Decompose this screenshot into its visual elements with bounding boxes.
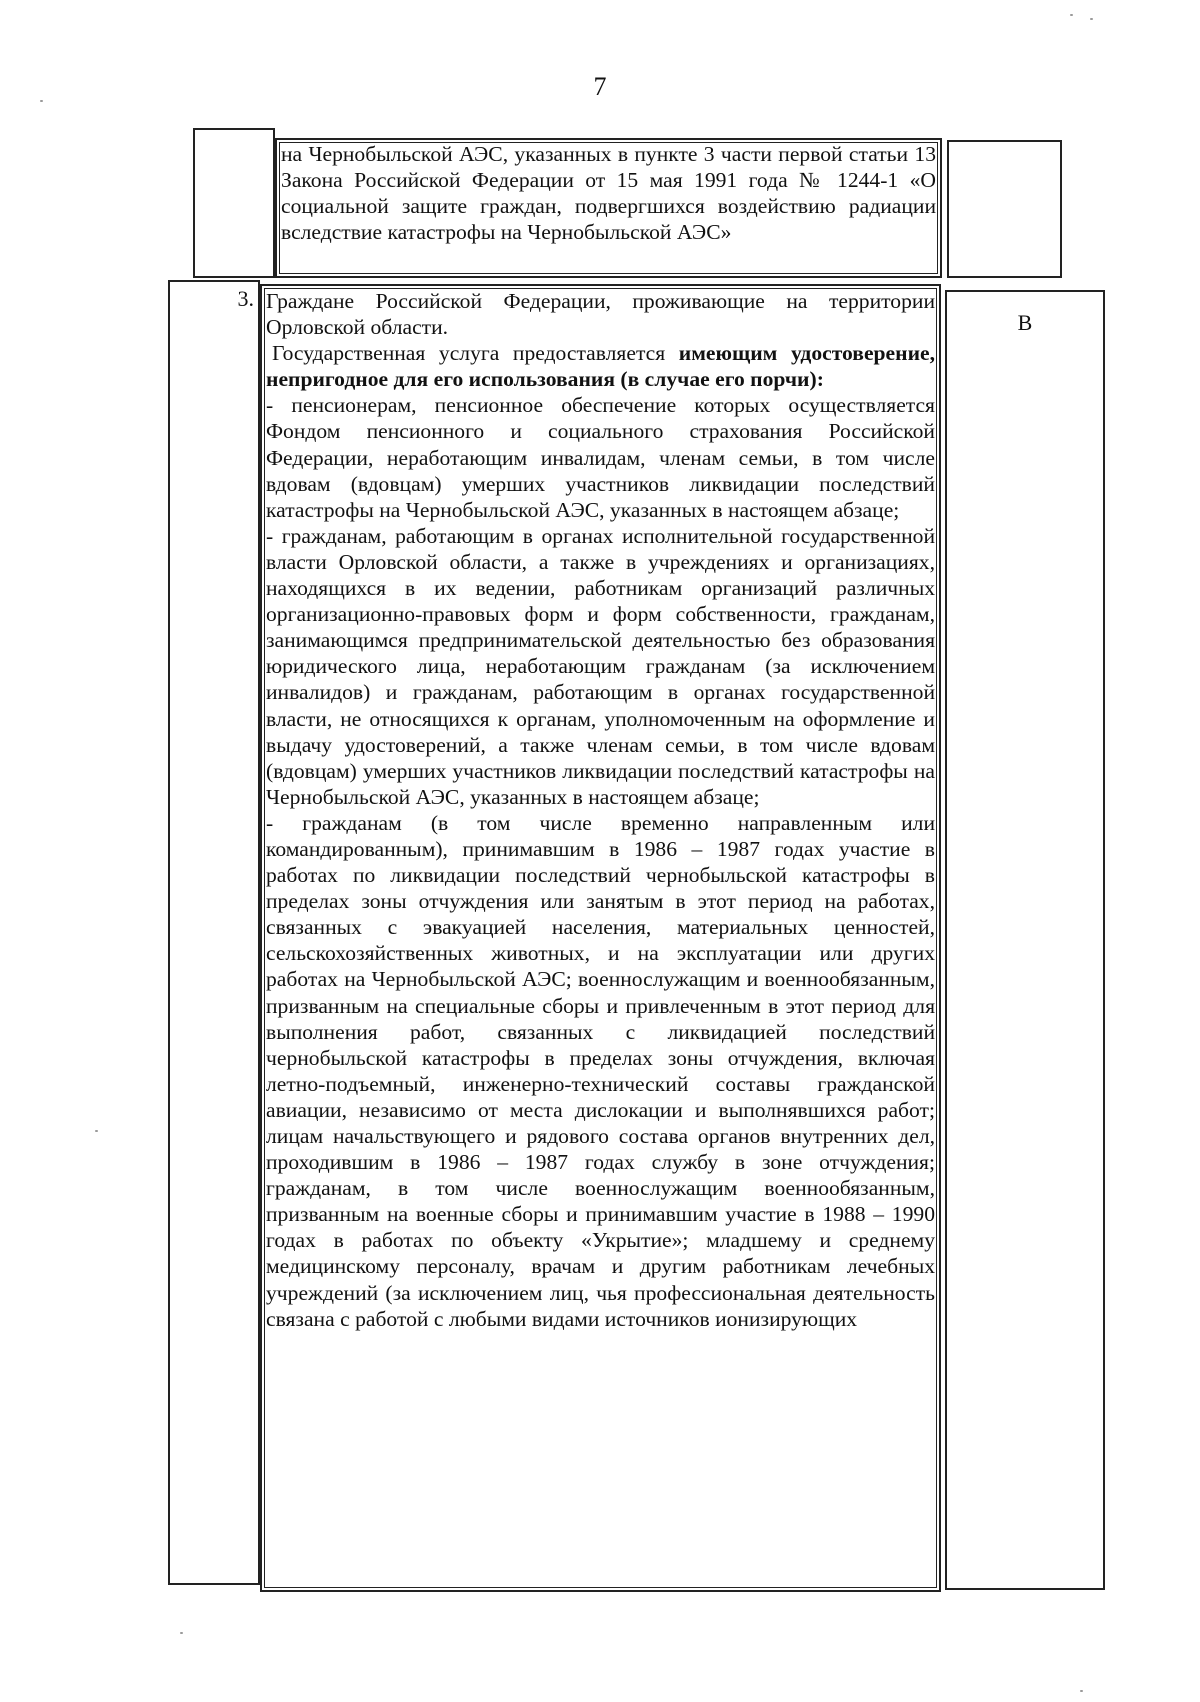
row-number: 3.	[237, 286, 254, 311]
clause-prefix: Государственная услуга предоставляется	[272, 341, 679, 366]
table-row-continuation-category-cell	[947, 140, 1062, 278]
paragraph: - гражданам (в том числе временно направленным или командированным), принимавшим в 1986 – 1987 годах участие в работах по ликвидации последствий чернобыльской катастрофы в пределах зоны отчуждения или занятым в этот период на работах, связанных с эвакуацией населения, материальных ценностей, сельскохозяйственных животных, и на эксплуатации или других работах на Чернобыльской АЭС; военнослужащим и военнообязанным, призванным на специальные сборы и привлеченным в этот период для выполнения работ, связанных с ликвидацией последствий чернобыльской катастрофы в пределах зоны отчуждения, включая летно-подъемный, инженерно-технический составы гражданской авиации, независимо от места дислокации и выполнявшихся работ; лицам начальствующего и рядового состава органов внутренних дел, проходившим в 1986 – 1987 годах службу в зоне отчуждения; гражданам, в том числе военнослужащим военнообязанным, призванным на военные сборы и принимавшим участие в 1988 – 1990 годах в работах по объекту «Укрытие»; младшему и среднему медицинскому персоналу, врачам и другим работникам лечебных учреждений (за исключением лиц, чья профессиональная деятельность связана с работой с любыми видами источников ионизирующих	[266, 810, 935, 1331]
page-number: 7	[593, 72, 607, 101]
clause-bold: имеющим удостоверение, непригодное для его использования (в случае его порчи):	[266, 341, 935, 392]
table-row-continuation-number-cell	[193, 128, 275, 278]
paragraph-bold-clause	[266, 340, 935, 392]
scan-speck	[1090, 18, 1093, 20]
table-row-3-text-cell	[260, 284, 941, 1592]
table-row-3-category-cell	[945, 290, 1105, 1590]
paragraph: - пенсионерам, пенсионное обеспечение которых осуществляется Фондом пенсионного и социального страхования Российской Федерации, неработающим инвалидам, членам семьи, в том числе вдовам (вдовцам) умерших участников ликвидации последствий катастрофы на Чернобыльской АЭС, указанных в настоящем абзаце;	[266, 393, 935, 522]
paragraph: Граждане Российской Федерации, проживающие на территории Орловской области.	[266, 289, 935, 340]
scan-speck	[1080, 1690, 1083, 1692]
paragraph: на Чернобыльской АЭС, указанных в пункте 3 части первой статьи 13 Закона Российской Федерации от 15 мая 1991 года № 1244-1 «О социальной защите граждан, подвергшихся воздействию радиации вследствие катастрофы на Чернобыльской АЭС»	[281, 142, 936, 245]
scan-speck	[40, 100, 43, 102]
scan-speck	[180, 1632, 183, 1634]
scan-speck	[95, 1130, 98, 1132]
category-value: В	[1017, 310, 1033, 335]
paragraph: - гражданам, работающим в органах исполнительной государственной власти Орловской области, а также в учреждениях и организациях, находящихся в их ведении, работникам организаций различных организационно-правовых форм и форм собственности, гражданам, занимающимся предпринимательской деятельностью без образования юридического лица, неработающим гражданам (за исключением инвалидов) и гражданам, работающим в органах государственной власти, не относящихся к органам, уполномоченным на оформление и выдачу удостоверений, а также членам семьи, в том числе вдовам (вдовцам) умерших участников ликвидации последствий катастрофы на Чернобыльской АЭС, указанных в настоящем абзаце;	[266, 523, 935, 809]
scan-speck	[1070, 14, 1073, 16]
table-row-continuation-text-cell	[275, 138, 942, 278]
table-row-3-number-cell	[168, 280, 260, 1585]
